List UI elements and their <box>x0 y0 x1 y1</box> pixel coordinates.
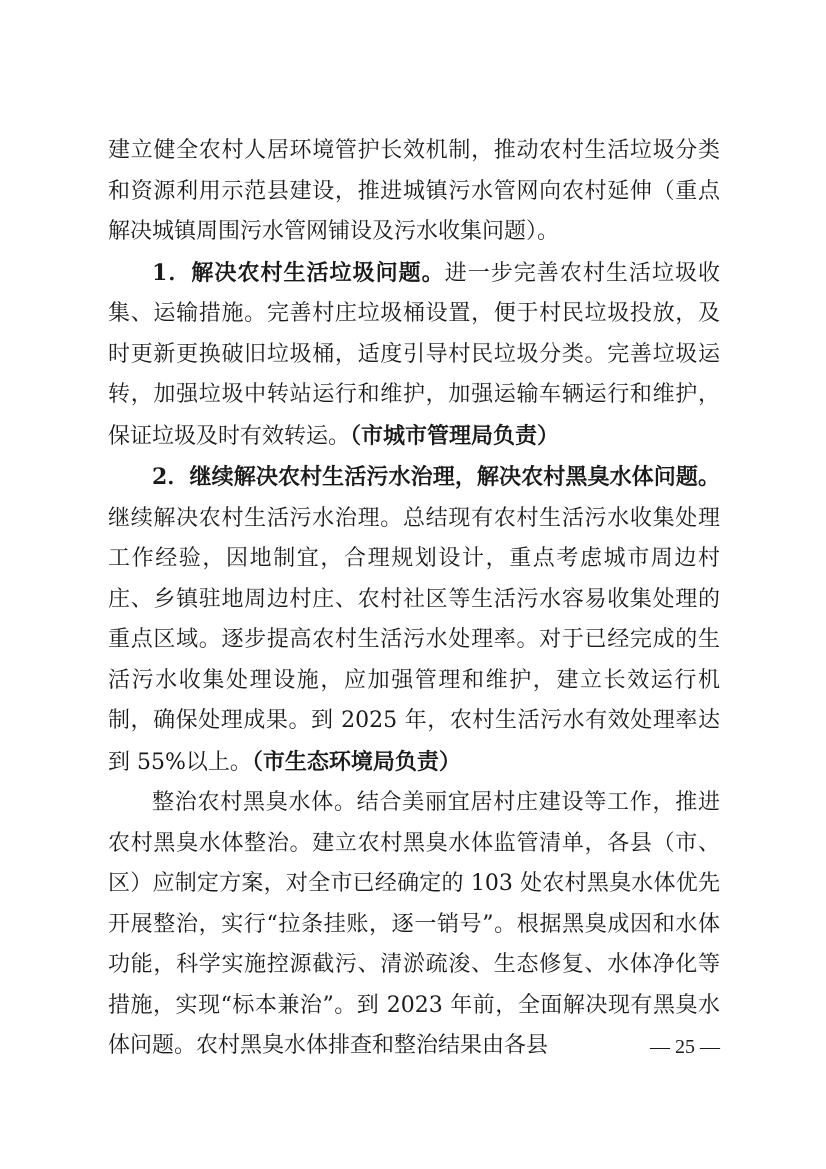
page-number: — 25 — <box>650 1036 720 1058</box>
paragraph-black-water <box>108 783 720 1067</box>
paragraph-sewage <box>108 457 720 783</box>
paragraph-garbage-responsible: （市城市管理局负责） <box>350 422 560 449</box>
paragraph-garbage-text: 进一步完善农村生活垃圾收集、运输措施。完善村庄垃圾桶设置，便于村民垃圾投放，及时更新更换破旧垃圾桶，适度引导村民垃圾分类。完善垃圾运转，加强垃圾中转站运行和维护，加强运输车辆运行和维护，保证垃圾及时有效转运。 <box>108 260 720 449</box>
paragraph-sewage-heading: 2．继续解决农村生活污水治理，解决农村黑臭水体问题。 <box>152 464 720 490</box>
paragraph-intro-text: 建立健全农村人居环境管护长效机制，推动农村生活垃圾分类和资源利用示范县建设，推进城镇污水管网向农村延伸（重点解决城镇周围污水管网铺设及污水收集问题）。 <box>108 138 720 244</box>
paragraph-intro <box>108 131 720 253</box>
body-text <box>108 131 720 1067</box>
paragraph-black-water-text: 整治农村黑臭水体。结合美丽宜居村庄建设等工作，推进农村黑臭水体整治。建立农村黑臭水体监管清单，各县（市、区）应制定方案，对全市已经确定的 103 处农村黑臭水体优先开展整治，实行“拉条挂账，逐一销号”。根据黑臭成因和水体功能，科学实施控源截污、清淤疏浚、生态修复、水体净化等措施，实现“标本兼治”。到 2023 年前，全面解决现有黑臭水体问题。农村黑臭水体排查和整治结果由各县 <box>108 790 720 1058</box>
paragraph-sewage-text: 继续解决农村生活污水治理。总结现有农村生活污水收集处理工作经验，因地制宜，合理规划设计，重点考虑城市周边村庄、乡镇驻地周边村庄、农村社区等生活污水容易收集处理的重点区域。逐步提高农村生活污水处理率。对于已经完成的生活污水收集处理设施，应加强管理和维护，建立长效运行机制，确保处理成果。到 2025 年，农村生活污水有效处理率达到 55%以上。 <box>108 505 720 775</box>
paragraph-sewage-responsible: （市生态环境局负责） <box>251 748 461 775</box>
paragraph-garbage-heading: 1．解决农村生活垃圾问题。 <box>152 259 445 286</box>
paragraph-garbage <box>108 253 720 458</box>
